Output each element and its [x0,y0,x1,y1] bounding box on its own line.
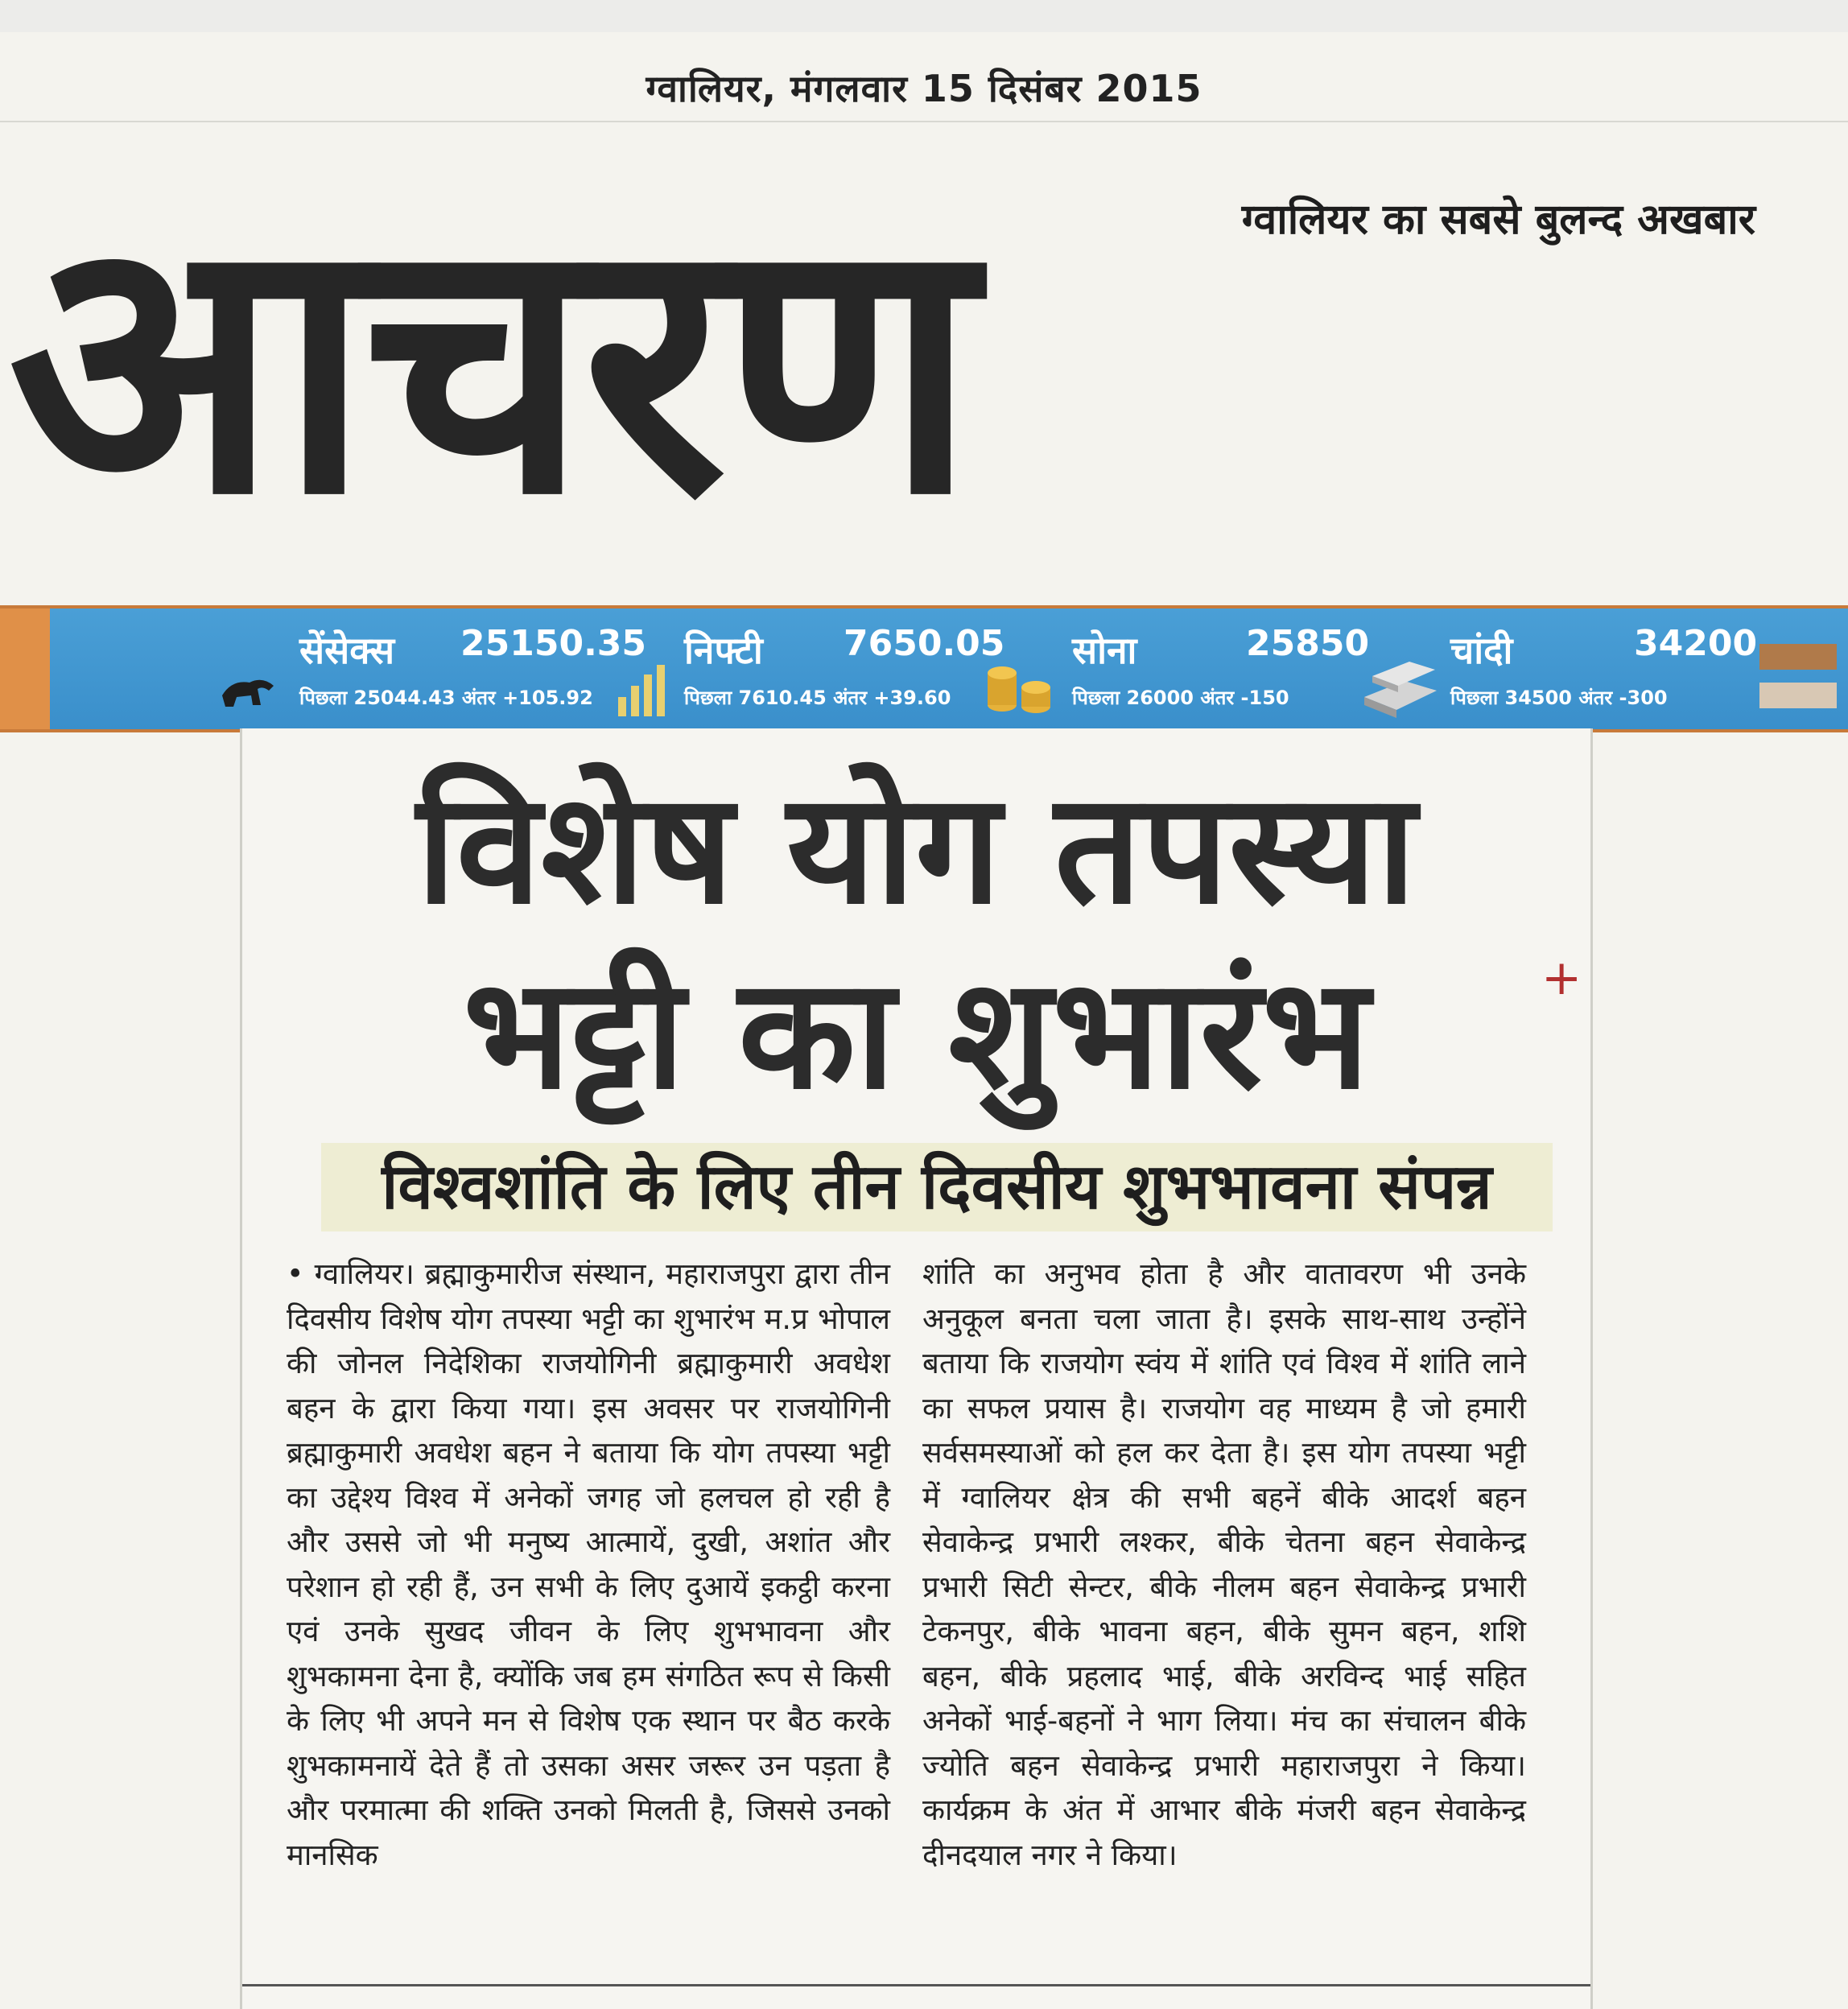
paper-edge [0,0,1848,32]
nifty-previous: पिछला 7610.45 अंतर +39.60 [684,687,951,709]
headline-line-1: विशेष योग तपस्या [416,760,1417,938]
article-column-1: • ग्वालियर। ब्रह्माकुमारीज संस्थान, महाराजपुरा द्वारा तीन दिवसीय विशेष योग तपस्या भट्टी का शुभारंभ म.प्र भोपाल की जोनल निदेशिका राजयोगिनी ब्रह्माकुमारी अवधेश बहन के द्वारा किया गया। इस अवसर पर राजयोगिनी ब्रह्माकुमारी अवधेश बहन ने बताया कि योग तपस्या भट्टी का उद्देश्य विश्व में अनेकों जगह जो हलचल हो रही है और उससे जो भी मनुष्य आत्मायें, दुखी, अशांत और परेशान हो रही हैं, उन सभी के लिए दुआयें इकट्ठी करना एवं उनके सुखद जीवन के लिए शुभभावना और शुभकामना देना है, क्योंकि जब हम संगठित रूप से किसी के लिए भी अपने मन से विशेष एक स्थान पर बैठ करके शुभकामनायें देते हैं तो उसका असर जरूर उन पड़ता है और परमात्मा की शक्ति उनको मिलती है, जिससे उनको मानसिक [287,1256,890,1872]
gold-label: सोना [1072,629,1137,672]
gold-coins-icon [978,641,1066,721]
gold-value: 25850 [1246,623,1370,664]
bullion-icon [1755,633,1843,721]
sensex-value: 25150.35 [460,623,647,664]
nifty-value: 7650.05 [844,623,1005,664]
fold-line [0,121,1848,122]
newspaper-tagline: ग्वालियर का सबसे बुलन्द अखबार [1241,196,1755,244]
silver-label: चांदी [1450,629,1513,672]
subheadline: विश्वशांति के लिए तीन दिवसीय शुभभावना संपन्न [382,1151,1492,1223]
nifty-label: निफ्टी [684,629,763,672]
news-article [240,728,1593,2009]
subheadline-band [321,1143,1553,1231]
gold-previous: पिछला 26000 अंतर -150 [1072,687,1289,709]
market-ticker [0,605,1848,732]
sensex-previous: पिछला 25044.43 अंतर +105.92 [299,687,593,709]
silver-bars-icon [1356,641,1445,721]
bottom-rule [242,1984,1590,1986]
silver-previous: पिछला 34500 अंतर -300 [1450,687,1668,709]
bull-icon [216,665,280,713]
headline-line-2: भट्टी का शुभारंभ [463,945,1370,1123]
newspaper-masthead: आचरण [8,165,971,567]
article-column-2: शांति का अनुभव होता है और वातावरण भी उनके अनुकूल बनता चला जाता है। इसके साथ-साथ उन्होंने बताया कि राजयोग स्वंय में शांति एवं विश्व में शांति लाने का सफल प्रयास है। राजयोग वह माध्यम है जो हमारी सर्वसमस्याओं को हल कर देता है। इस योग तपस्या भट्टी में ग्वालियर क्षेत्र की सभी बहनें बीके आदर्श बहन सेवाकेन्द्र प्रभारी लश्कर, बीके चेतना बहन सेवाकेन्द्र प्रभारी सिटी सेन्टर, बीके नीलम बहन सेवाकेन्द्र प्रभारी टेकनपुर, बीके भावना बहन, बीके सुमन बहन, शशि बहन, बीके प्रहलाद भाई, बीके अरविन्द भाई सहित अनेकों भाई-बहनों ने भाग लिया। मंच का संचालन बीके ज्योति बहन सेवाकेन्द्र प्रभारी महाराजपुरा ने किया। कार्यक्रम के अंत में आभार बीके मंजरी बहन सेवाकेन्द्र दीनदयाल नगर ने किया। [922,1256,1527,1872]
sensex-label: सेंसेक्स [299,629,395,672]
dateline: ग्वालियर, मंगलवार 15 दिसंबर 2015 [646,67,1202,110]
ticker-stripe [0,608,50,729]
silver-value: 34200 [1634,623,1758,664]
red-registration-mark: + [1541,950,1582,1006]
bar-chart-icon [612,657,676,721]
